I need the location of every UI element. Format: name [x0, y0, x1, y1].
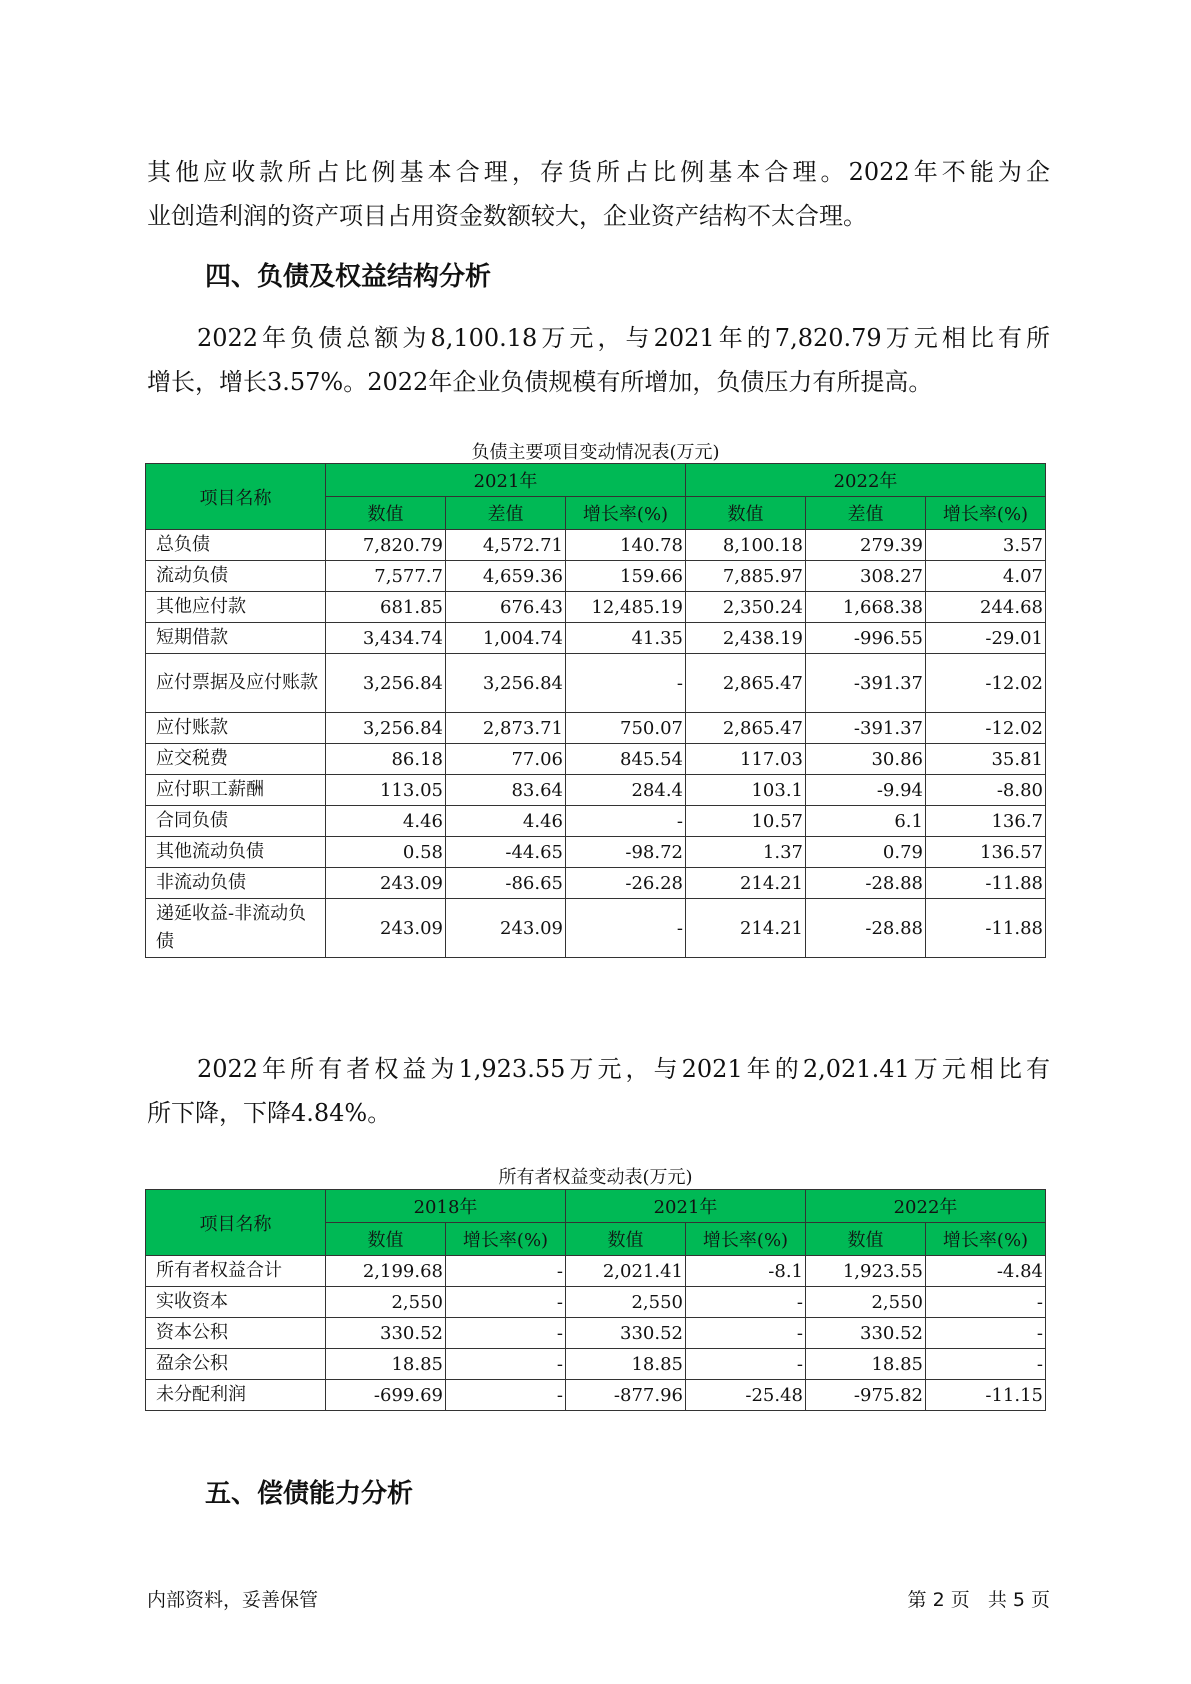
table-cell: - — [686, 1349, 806, 1380]
section-heading-liabilities: 四、负债及权益结构分析 — [205, 262, 492, 292]
table-cell: 12,485.19 — [566, 592, 686, 623]
table-row — [146, 713, 1046, 744]
table-cell: 0.58 — [326, 837, 446, 868]
table-cell: 1,004.74 — [446, 623, 566, 654]
row-label: 应付账款 — [146, 713, 326, 744]
table-row — [146, 744, 1046, 775]
footer-page-number: 第 2 页 共 5 页 — [907, 1589, 1050, 1611]
table-cell: 4.46 — [326, 806, 446, 837]
table-cell: -4.84 — [926, 1256, 1046, 1287]
table-cell: -11.88 — [926, 899, 1046, 958]
table-cell: -26.28 — [566, 868, 686, 899]
table-cell: -25.48 — [686, 1380, 806, 1411]
row-label: 实收资本 — [146, 1287, 326, 1318]
table-row — [146, 592, 1046, 623]
subheader-2: 增长率(%) — [566, 497, 686, 530]
table-cell: 136.57 — [926, 837, 1046, 868]
table-cell: 2,873.71 — [446, 713, 566, 744]
table-cell: 279.39 — [806, 530, 926, 561]
table-cell: 284.4 — [566, 775, 686, 806]
table-cell: - — [566, 899, 686, 958]
row-label: 盈余公积 — [146, 1349, 326, 1380]
table-cell: - — [446, 1256, 566, 1287]
table-cell: 136.7 — [926, 806, 1046, 837]
table-cell: 2,021.41 — [566, 1256, 686, 1287]
table-cell: -11.15 — [926, 1380, 1046, 1411]
table-cell: 2,438.19 — [686, 623, 806, 654]
table-cell: 2,550 — [806, 1287, 926, 1318]
row-label: 递延收益-非流动负债 — [146, 899, 326, 958]
table-cell: 1.37 — [686, 837, 806, 868]
table-cell: 86.18 — [326, 744, 446, 775]
subheader-1: 增长率(%) — [446, 1223, 566, 1256]
table-cell: 35.81 — [926, 744, 1046, 775]
table-cell: - — [926, 1287, 1046, 1318]
table-cell: -12.02 — [926, 713, 1046, 744]
table-row — [146, 623, 1046, 654]
table-cell: 159.66 — [566, 561, 686, 592]
table-cell: 6.1 — [806, 806, 926, 837]
table-cell: - — [446, 1318, 566, 1349]
subheader-0: 数值 — [326, 1223, 446, 1256]
table-cell: - — [686, 1318, 806, 1349]
table-cell: -699.69 — [326, 1380, 446, 1411]
text-line: 增长，增长3.57%。2022年企业负债规模有所增加，负债压力有所提高。 — [147, 368, 933, 396]
table-cell: 1,668.38 — [806, 592, 926, 623]
table-row — [146, 775, 1046, 806]
table-cell: 330.52 — [326, 1318, 446, 1349]
row-label: 应付票据及应付账款 — [146, 654, 326, 713]
table-cell: 18.85 — [806, 1349, 926, 1380]
header-year: 2021年 — [326, 464, 686, 497]
table-cell: - — [446, 1287, 566, 1318]
paragraph-equity — [147, 1047, 1050, 1135]
table-cell: -9.94 — [806, 775, 926, 806]
table-cell: 30.86 — [806, 744, 926, 775]
table-cell: -28.88 — [806, 899, 926, 958]
table-cell: -29.01 — [926, 623, 1046, 654]
table-cell: 83.64 — [446, 775, 566, 806]
table-cell: 10.57 — [686, 806, 806, 837]
table-row — [146, 530, 1046, 561]
table-cell: - — [446, 1349, 566, 1380]
paragraph-asset-structure — [147, 150, 1050, 238]
table-cell: - — [566, 654, 686, 713]
row-label: 未分配利润 — [146, 1380, 326, 1411]
table-cell: - — [686, 1287, 806, 1318]
table-cell: 214.21 — [686, 899, 806, 958]
liabilities-table — [145, 463, 1046, 958]
table-cell: 4,659.36 — [446, 561, 566, 592]
table-cell: -877.96 — [566, 1380, 686, 1411]
table-cell: 676.43 — [446, 592, 566, 623]
table-cell: -975.82 — [806, 1380, 926, 1411]
table-cell: -12.02 — [926, 654, 1046, 713]
subheader-1: 差值 — [446, 497, 566, 530]
table-cell: - — [926, 1349, 1046, 1380]
row-label: 应付职工薪酬 — [146, 775, 326, 806]
table-cell: -8.1 — [686, 1256, 806, 1287]
row-label: 所有者权益合计 — [146, 1256, 326, 1287]
header-year: 2022年 — [686, 464, 1046, 497]
table-cell: - — [446, 1380, 566, 1411]
table-row — [146, 1318, 1046, 1349]
subheader-4: 差值 — [806, 497, 926, 530]
table-row — [146, 561, 1046, 592]
equity-table — [145, 1189, 1046, 1411]
table-cell: 1,923.55 — [806, 1256, 926, 1287]
table-cell: 845.54 — [566, 744, 686, 775]
table-row — [146, 837, 1046, 868]
header-item-name: 项目名称 — [146, 1190, 326, 1256]
subheader-3: 数值 — [686, 497, 806, 530]
row-label: 其他流动负债 — [146, 837, 326, 868]
table-cell: -98.72 — [566, 837, 686, 868]
text-line: 2022年所有者权益为1,923.55万元，与2021年的2,021.41万元相比有 — [197, 1055, 1050, 1083]
table-cell: -8.80 — [926, 775, 1046, 806]
table-row — [146, 654, 1046, 713]
table-cell: 4.46 — [446, 806, 566, 837]
table-cell: 2,865.47 — [686, 654, 806, 713]
subheader-2: 数值 — [566, 1223, 686, 1256]
subheader-5: 增长率(%) — [926, 497, 1046, 530]
row-label: 资本公积 — [146, 1318, 326, 1349]
table-cell: 8,100.18 — [686, 530, 806, 561]
table-cell: 77.06 — [446, 744, 566, 775]
table-cell: 3,256.84 — [446, 654, 566, 713]
table-cell: 244.68 — [926, 592, 1046, 623]
table-cell: 103.1 — [686, 775, 806, 806]
row-label: 非流动负债 — [146, 868, 326, 899]
subheader-5: 增长率(%) — [926, 1223, 1046, 1256]
table-cell: 7,820.79 — [326, 530, 446, 561]
table-cell: 4.07 — [926, 561, 1046, 592]
table-cell: 2,550 — [566, 1287, 686, 1318]
table-cell: 2,865.47 — [686, 713, 806, 744]
section-heading-solvency: 五、偿债能力分析 — [205, 1479, 414, 1509]
footer-confidential: 内部资料，妥善保管 — [147, 1589, 319, 1611]
paragraph-liabilities — [147, 316, 1050, 404]
subheader-0: 数值 — [326, 497, 446, 530]
table-cell: -391.37 — [806, 713, 926, 744]
row-label: 应交税费 — [146, 744, 326, 775]
subheader-3: 增长率(%) — [686, 1223, 806, 1256]
table-cell: 140.78 — [566, 530, 686, 561]
table-row — [146, 1349, 1046, 1380]
row-label: 总负债 — [146, 530, 326, 561]
table-cell: 2,550 — [326, 1287, 446, 1318]
text-line: 业创造利润的资产项目占用资金数额较大，企业资产结构不太合理。 — [147, 202, 867, 230]
table-cell: 3,256.84 — [326, 654, 446, 713]
table-row — [146, 899, 1046, 958]
table-cell: 3,256.84 — [326, 713, 446, 744]
table-cell: 3.57 — [926, 530, 1046, 561]
table-cell: 3,434.74 — [326, 623, 446, 654]
table-cell: 0.79 — [806, 837, 926, 868]
table-cell: 243.09 — [326, 868, 446, 899]
table-cell: 117.03 — [686, 744, 806, 775]
table-cell: 2,350.24 — [686, 592, 806, 623]
table-cell: 243.09 — [446, 899, 566, 958]
header-year: 2022年 — [806, 1190, 1046, 1223]
header-year: 2018年 — [326, 1190, 566, 1223]
table-cell: -11.88 — [926, 868, 1046, 899]
table-cell: 243.09 — [326, 899, 446, 958]
header-item-name: 项目名称 — [146, 464, 326, 530]
table-cell: 750.07 — [566, 713, 686, 744]
table-cell: 7,577.7 — [326, 561, 446, 592]
row-label: 合同负债 — [146, 806, 326, 837]
table-cell: -391.37 — [806, 654, 926, 713]
row-label: 流动负债 — [146, 561, 326, 592]
table-cell: 7,885.97 — [686, 561, 806, 592]
table-cell: 681.85 — [326, 592, 446, 623]
table-cell: 113.05 — [326, 775, 446, 806]
row-label: 短期借款 — [146, 623, 326, 654]
table-cell: 4,572.71 — [446, 530, 566, 561]
row-label: 其他应付款 — [146, 592, 326, 623]
text-line: 2022年负债总额为8,100.18万元，与2021年的7,820.79万元相比有所 — [197, 324, 1050, 352]
table-cell: 330.52 — [806, 1318, 926, 1349]
table-caption-liabilities: 负债主要项目变动情况表(万元) — [471, 442, 720, 463]
table-cell: -86.65 — [446, 868, 566, 899]
table-caption-equity: 所有者权益变动表(万元) — [498, 1167, 693, 1188]
table-cell: 214.21 — [686, 868, 806, 899]
table-cell: 18.85 — [566, 1349, 686, 1380]
header-year: 2021年 — [566, 1190, 806, 1223]
table-cell: 2,199.68 — [326, 1256, 446, 1287]
table-row — [146, 806, 1046, 837]
table-cell: -44.65 — [446, 837, 566, 868]
table-cell: - — [926, 1318, 1046, 1349]
table-row — [146, 868, 1046, 899]
table-cell: -996.55 — [806, 623, 926, 654]
table-cell: - — [566, 806, 686, 837]
subheader-4: 数值 — [806, 1223, 926, 1256]
table-row — [146, 1380, 1046, 1411]
text-line: 所下降，下降4.84%。 — [147, 1099, 392, 1127]
table-row — [146, 1256, 1046, 1287]
table-cell: 308.27 — [806, 561, 926, 592]
text-line: 其他应收款所占比例基本合理，存货所占比例基本合理。2022年不能为企 — [147, 158, 1050, 186]
table-cell: -28.88 — [806, 868, 926, 899]
table-cell: 330.52 — [566, 1318, 686, 1349]
table-row — [146, 1287, 1046, 1318]
table-cell: 18.85 — [326, 1349, 446, 1380]
table-cell: 41.35 — [566, 623, 686, 654]
